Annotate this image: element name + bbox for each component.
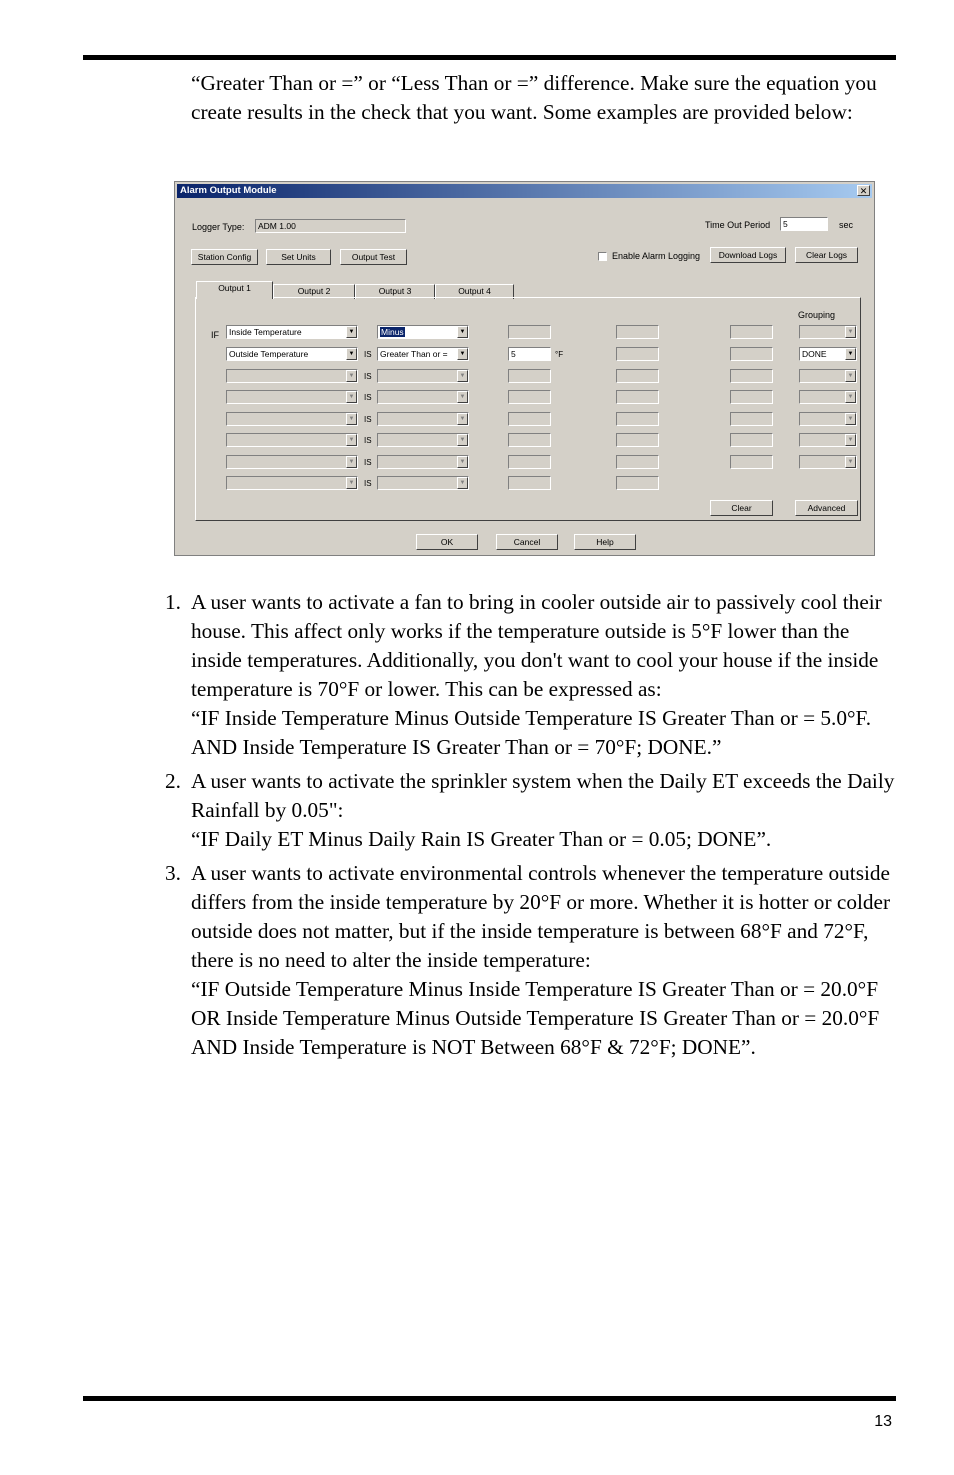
- value-field: [730, 433, 773, 447]
- chevron-down-icon: ▼: [346, 434, 357, 446]
- operator-select-1[interactable]: Minus ▼: [377, 325, 469, 339]
- cancel-button[interactable]: Cancel: [496, 534, 558, 550]
- page-number: 13: [874, 1413, 892, 1430]
- value-input-2[interactable]: 5: [508, 347, 551, 361]
- condition-select: [377, 412, 469, 426]
- chevron-down-icon: ▼: [845, 326, 856, 338]
- chevron-down-icon: ▼: [457, 370, 468, 382]
- help-button[interactable]: Help: [574, 534, 636, 550]
- download-logs-button[interactable]: Download Logs: [710, 247, 786, 263]
- chevron-down-icon: ▼: [346, 370, 357, 382]
- chevron-down-icon: ▼: [346, 391, 357, 403]
- sensor-select-1[interactable]: Inside Temperature ▼: [226, 325, 358, 339]
- chevron-down-icon: ▼: [346, 348, 357, 360]
- is-label: IS: [364, 415, 372, 424]
- list-item: [165, 859, 895, 1062]
- value-field: [616, 369, 659, 383]
- value-field: [508, 455, 551, 469]
- example-expression: “IF Outside Temperature Minus Inside Temperature IS Greater Than or = 20.0°F OR Inside Temperature Minus Outside Temperature IS Greater Than or = 20.0°F AND Inside Temperature is NOT Between 68°F & 72°F; DONE”.: [191, 977, 880, 1059]
- timeout-input[interactable]: 5: [780, 217, 828, 231]
- sensor-select: [226, 390, 358, 404]
- value-field-2c: [730, 347, 773, 361]
- chevron-down-icon: ▼: [845, 413, 856, 425]
- example-text: A user wants to activate the sprinkler system when the Daily ET exceeds the Daily Rainfall by 0.05":: [191, 769, 895, 822]
- grouping-select: [799, 433, 857, 447]
- list-item: [165, 767, 895, 854]
- chevron-down-icon: ▼: [346, 456, 357, 468]
- condition-select: [377, 369, 469, 383]
- chevron-down-icon: ▼: [457, 434, 468, 446]
- chevron-down-icon: ▼: [845, 348, 856, 360]
- clear-logs-button[interactable]: Clear Logs: [795, 247, 858, 263]
- value-field: [730, 369, 773, 383]
- chevron-down-icon: ▼: [457, 348, 468, 360]
- chevron-down-icon: ▼: [346, 326, 357, 338]
- list-number: 3.: [165, 861, 181, 885]
- value-field-2b: [616, 347, 659, 361]
- is-label: IS: [364, 458, 372, 467]
- condition-select: [377, 433, 469, 447]
- footer-rule: [83, 1396, 896, 1401]
- is-label: IS: [364, 372, 372, 381]
- grouping-select: [799, 455, 857, 469]
- sensor-select: [226, 412, 358, 426]
- value-field: [616, 412, 659, 426]
- value-field-1a: [508, 325, 551, 339]
- example-expression: “IF Daily ET Minus Daily Rain IS Greater Than or = 0.05; DONE”.: [191, 827, 772, 851]
- list-number: 1.: [165, 590, 181, 614]
- value-field-1b: [616, 325, 659, 339]
- alarm-output-dialog: [174, 181, 875, 556]
- condition-select: [377, 476, 469, 490]
- value-field: [616, 433, 659, 447]
- value-field: [616, 455, 659, 469]
- grouping-select: [799, 390, 857, 404]
- chevron-down-icon: ▼: [845, 370, 856, 382]
- value-field: [508, 412, 551, 426]
- unit-label: °F: [555, 350, 564, 359]
- header-rule: [83, 55, 896, 60]
- set-units-button[interactable]: Set Units: [266, 249, 331, 265]
- chevron-down-icon: ▼: [845, 456, 856, 468]
- dialog-titlebar: [177, 184, 872, 198]
- grouping-select: [799, 369, 857, 383]
- advanced-button[interactable]: Advanced: [795, 500, 858, 516]
- value-field: [730, 412, 773, 426]
- ok-button[interactable]: OK: [416, 534, 478, 550]
- sensor-select: [226, 433, 358, 447]
- chevron-down-icon: ▼: [457, 413, 468, 425]
- logger-type-label: Logger Type:: [192, 222, 245, 232]
- condition-select: [377, 455, 469, 469]
- sensor-select: [226, 369, 358, 383]
- value-field: [508, 369, 551, 383]
- tab-output-1[interactable]: Output 1: [196, 281, 273, 299]
- grouping-select: [799, 412, 857, 426]
- clear-button[interactable]: Clear: [710, 500, 773, 516]
- chevron-down-icon: ▼: [457, 477, 468, 489]
- is-label: IS: [364, 436, 372, 445]
- sensor-select: [226, 476, 358, 490]
- chevron-down-icon: ▼: [457, 326, 468, 338]
- is-label: IS: [364, 350, 372, 359]
- dialog-title: Alarm Output Module: [180, 185, 277, 196]
- grouping-select-2[interactable]: DONE ▼: [799, 347, 857, 361]
- value-field: [616, 390, 659, 404]
- chevron-down-icon: ▼: [346, 413, 357, 425]
- tab-output-3[interactable]: Output 3: [355, 284, 435, 299]
- value-field: [508, 433, 551, 447]
- is-label: IS: [364, 393, 372, 402]
- logger-type-field: ADM 1.00: [255, 219, 406, 233]
- list-number: 2.: [165, 769, 181, 793]
- station-config-button[interactable]: Station Config: [191, 249, 258, 265]
- tab-output-2[interactable]: Output 2: [273, 284, 355, 299]
- is-label: IS: [364, 479, 372, 488]
- intro-paragraph: “Greater Than or =” or “Less Than or =” difference. Make sure the equation you create results in the check that you want. Some examples are provided below:: [191, 71, 877, 124]
- chevron-down-icon: ▼: [845, 391, 856, 403]
- grouping-select-1: [799, 325, 857, 339]
- list-item: [165, 588, 895, 762]
- sensor-select-2[interactable]: Outside Temperature ▼: [226, 347, 358, 361]
- value-field: [730, 455, 773, 469]
- condition-select: [377, 390, 469, 404]
- chevron-down-icon: ▼: [457, 456, 468, 468]
- enable-logging-checkbox[interactable]: [598, 252, 607, 261]
- close-icon[interactable]: ✕: [857, 185, 870, 196]
- output-test-button[interactable]: Output Test: [340, 249, 407, 265]
- examples-list: [165, 588, 895, 1067]
- chevron-down-icon: ▼: [457, 391, 468, 403]
- tab-output-4[interactable]: Output 4: [435, 284, 514, 299]
- grouping-label: Grouping: [798, 310, 836, 320]
- sensor-select: [226, 455, 358, 469]
- chevron-down-icon: ▼: [845, 434, 856, 446]
- enable-logging-label: Enable Alarm Logging: [612, 251, 701, 261]
- chevron-down-icon: ▼: [346, 477, 357, 489]
- example-text: A user wants to activate a fan to bring in cooler outside air to passively cool their house. This affect only works if the temperature outside is 5°F lower than the inside temperatures. Additionally, you don't want to cool your house if the inside temperature is 70°F or lower. This can be expressed as:: [191, 590, 882, 701]
- condition-select-2[interactable]: Greater Than or = ▼: [377, 347, 469, 361]
- value-field: [508, 476, 551, 490]
- value-field: [616, 476, 659, 490]
- example-text: A user wants to activate environmental controls whenever the temperature outside differs from the inside temperature by 20°F or more. Whether it is hotter or colder outside does not matter, but if the inside temperature is between 68°F and 72°F, there is no need to alter the inside temperature:: [191, 861, 891, 972]
- value-field: [508, 390, 551, 404]
- timeout-unit: sec: [839, 220, 854, 230]
- value-field: [730, 390, 773, 404]
- example-expression: “IF Inside Temperature Minus Outside Temperature IS Greater Than or = 5.0°F. AND Inside Temperature IS Greater Than or = 70°F; DONE.”: [191, 706, 872, 759]
- value-field-1c: [730, 325, 773, 339]
- timeout-label: Time Out Period: [705, 220, 771, 230]
- if-label: IF: [211, 330, 219, 340]
